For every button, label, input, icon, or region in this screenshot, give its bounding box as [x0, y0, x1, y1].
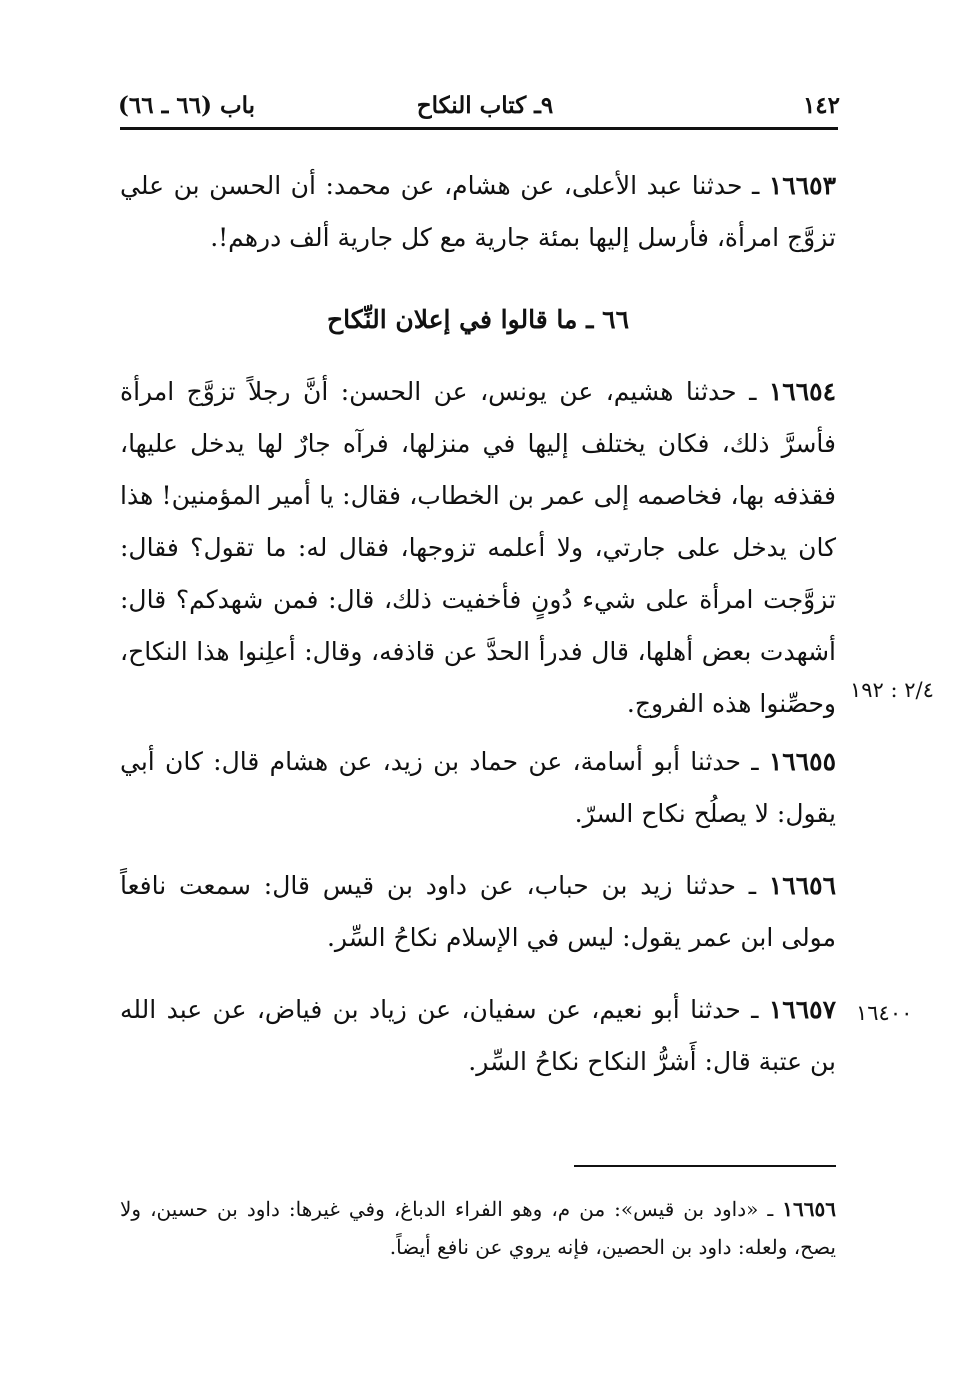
footnote-text: ـ «داود بن قيس»: من م، وهو الفراء الدباغ، وفي غيرها: داود بن حسين، ولا يصح، ولعله: داود بن الحصين، فإنه يروي عن نافع أيضاً.	[120, 1197, 836, 1259]
cross-reference-note: ٢/٤ : ١٩٢	[850, 678, 934, 702]
header-rule	[120, 127, 838, 130]
section-heading: ٦٦ ـ ما قالوا في إعلان النِّكاح	[326, 305, 630, 334]
hadith-number: ١٦٦٥٦	[768, 871, 836, 900]
hadith-number: ١٦٦٥٥	[768, 747, 836, 776]
footnote-rule	[574, 1165, 836, 1167]
hadith-number: ١٦٦٥٧	[768, 995, 836, 1024]
chapter-range: باب (٦٦ ـ ٦٦)	[118, 92, 256, 119]
footnote-number: ١٦٦٥٦	[782, 1197, 836, 1221]
hadith-text: ـ حدثنا أبو أسامة، عن حماد بن زيد، عن هشام قال: كان أبي يقول: لا يصلُح نكاح السرّ.	[120, 747, 836, 828]
hadith-16655	[120, 736, 836, 840]
footnote	[120, 1190, 836, 1266]
hadith-text: ـ حدثنا هشيم، عن يونس، عن الحسن: أنَّ رجلاً تزوَّج امرأة فأسرَّ ذلك، فكان يختلف إليها في منزلها، فرآه جارٌ لها يدخل عليها، فقذفه بها، فخاصمه إلى عمر بن الخطاب، فقال: يا أمير المؤمنين! هذا كان يدخل على جارتي، ولا أعلمه تزوجها، فقال له: ما تقول؟ فقال: تزوَّجت امرأة على شيء دُونٍ فأخفيت ذلك، قال: فمن شهدكم؟ قال: أشهدت بعض أهلها، قال فدرأ الحدَّ عن قاذفه، وقال: أعلِنوا هذا النكاح، وحصِّنوا هذه الفروج.	[120, 377, 836, 718]
hadith-text: ـ حدثنا أبو نعيم، عن سفيان، عن زياد بن فياض، عن عبد الله بن عتبة قال: أَشرُّ النكاح نكاحُ السِّر.	[120, 995, 836, 1076]
hadith-16657	[120, 984, 836, 1088]
book-title: ٩ـ كتاب النكاح	[416, 92, 554, 119]
old-edition-number: ١٦٤٠٠	[856, 1001, 913, 1025]
hadith-16656	[120, 860, 836, 964]
page-number: ١٤٢	[802, 92, 840, 119]
hadith-number: ١٦٦٥٣	[768, 171, 836, 200]
hadith-16654	[120, 366, 836, 730]
hadith-number: ١٦٦٥٤	[768, 377, 836, 406]
hadith-16653	[120, 160, 836, 264]
hadith-text: ـ حدثنا عبد الأعلى، عن هشام، عن محمد: أن الحسن بن علي تزوَّج امرأة، فأرسل إليها بمئة جارية مع كل جارية ألف درهم!.	[120, 171, 836, 252]
hadith-text: ـ حدثنا زيد بن حباب، عن داود بن قيس قال: سمعت نافعاً مولى ابن عمر يقول: ليس في الإسلام نكاحُ السِّر.	[120, 871, 836, 952]
